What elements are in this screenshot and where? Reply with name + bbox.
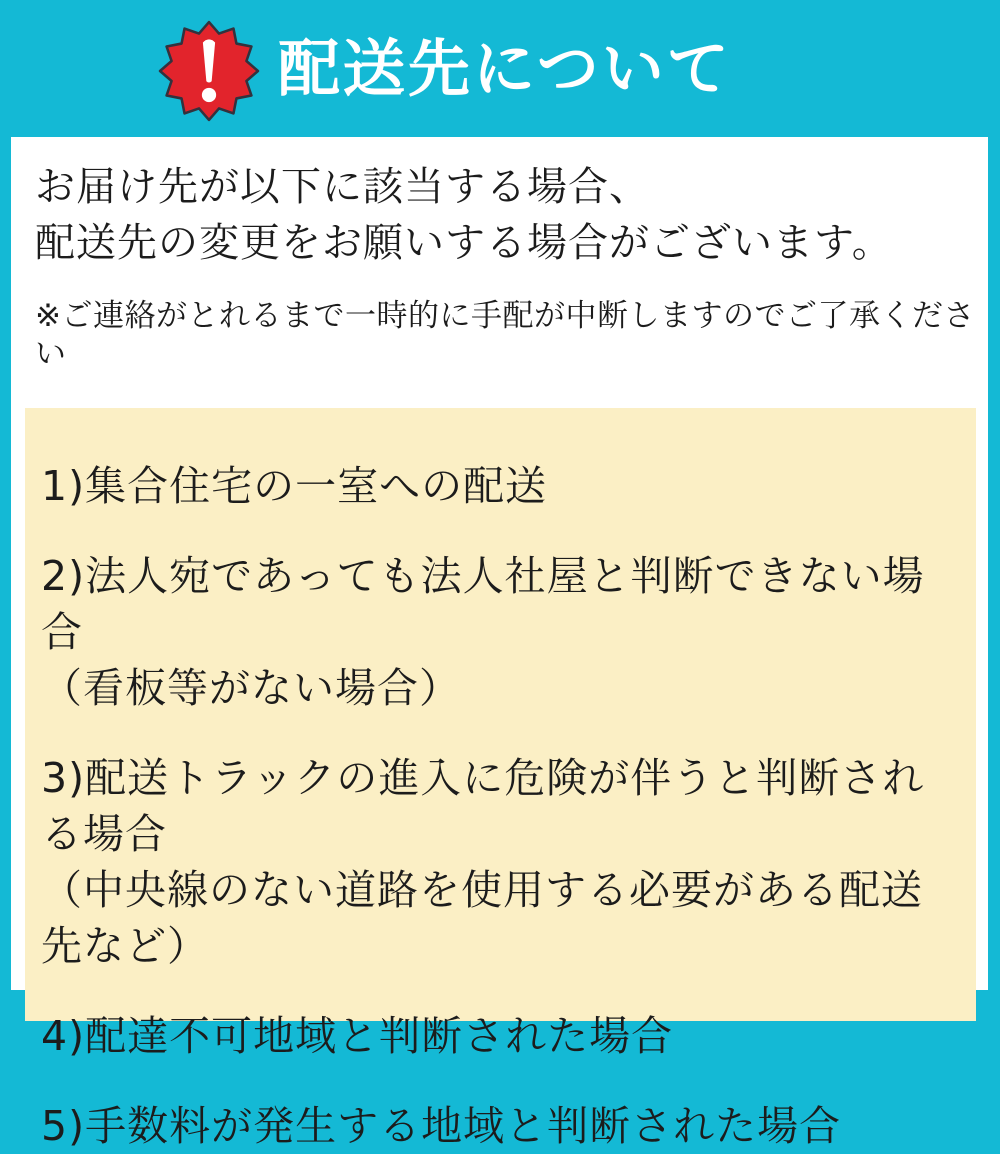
condition-text: 4)配達不可地域と判断された場合 <box>41 1012 674 1060</box>
condition-item-1 <box>41 458 956 514</box>
intro-line-1: お届け先が以下に該当する場合、 <box>35 164 650 210</box>
condition-text: 3)配送トラックの進入に危険が伴うと判断される場合 <box>41 754 925 858</box>
content-area <box>11 137 988 1150</box>
condition-item-3 <box>41 750 956 974</box>
condition-text: 1)集合住宅の一室への配送 <box>41 462 548 510</box>
condition-subtext: （看板等がない場合） <box>41 664 461 712</box>
condition-text: 2)法人宛であっても法人社屋と判断できない場合 <box>41 552 925 656</box>
alert-badge-icon <box>158 20 260 122</box>
condition-subtext: （中央線のない道路を使用する必要がある配送先など） <box>41 866 923 970</box>
note-text: ※ご連絡がとれるまで一時的に手配が中断しますのでご了承ください <box>35 298 975 372</box>
condition-item-2 <box>41 548 956 716</box>
exclamation-dot <box>202 87 216 101</box>
intro-line-2: 配送先の変更をお願いする場合がございます。 <box>35 220 893 266</box>
condition-item-5 <box>41 1098 956 1154</box>
condition-item-4 <box>41 1008 956 1064</box>
page-title: 配送先について <box>278 31 732 105</box>
header-banner <box>0 0 1000 137</box>
conditions-list <box>25 408 976 1150</box>
condition-text: 5)手数料が発生する地域と判断された場合 <box>41 1102 842 1150</box>
